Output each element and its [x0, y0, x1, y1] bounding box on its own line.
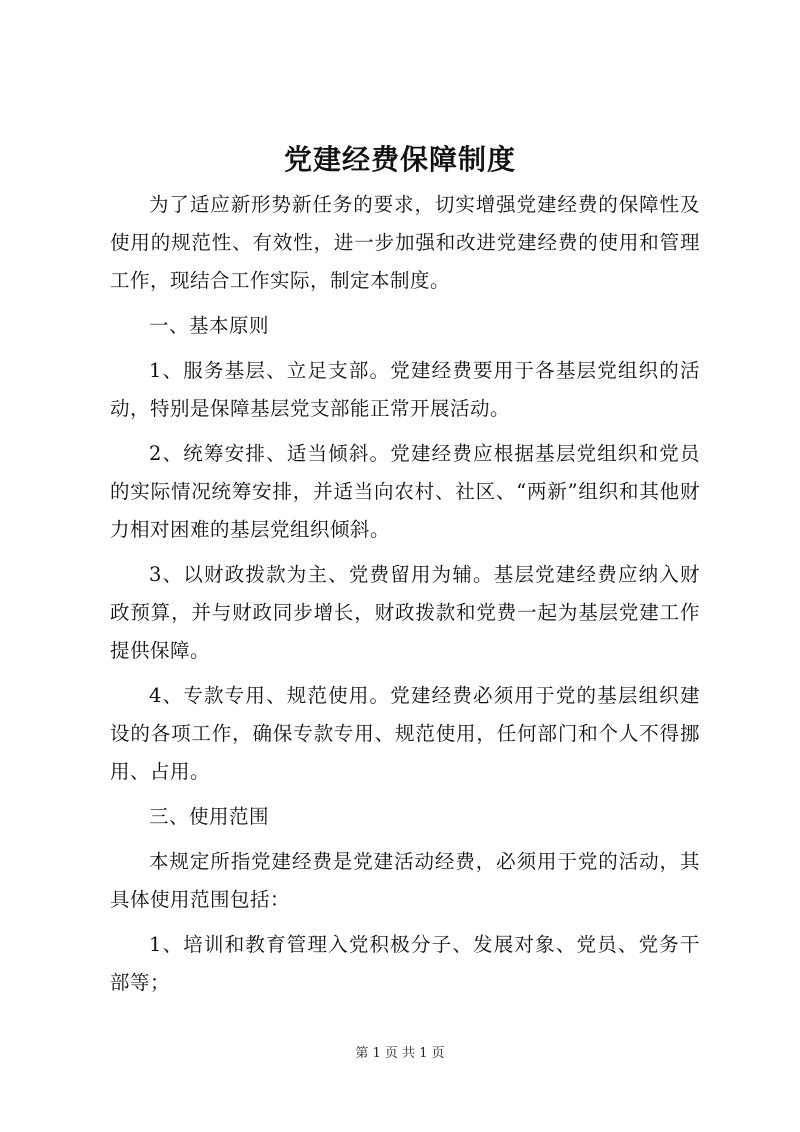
section-heading-usage-scope: 三、使用范围 [149, 805, 270, 828]
paragraph-intro: 为了适应新形势新任务的要求，切实增强党建经费的保障性及使用的规范性、有效性，进一步加强和改进党建经费的使用和管理工作，现结合工作实际，制定本制度。 [110, 193, 700, 292]
paragraph-principle-2: 2、统筹安排、适当倾斜。党建经费应根据基层党组织和党员的实际情况统筹安排，并适当向农村、社区、“两新”组织和其他财力相对困难的基层党组织倾斜。 [110, 442, 700, 541]
paragraph-scope-intro: 本规定所指党建经费是党建活动经费，必须用于党的活动，其具体使用范围包括： [110, 850, 700, 911]
paragraph-scope-item-1: 1、培训和教育管理入党积极分子、发展对象、党员、党务干部等； [110, 933, 700, 994]
page-footer: 第 1 页 共 1 页 [355, 1046, 445, 1061]
document-body [110, 186, 700, 1009]
paragraph-principle-3: 3、以财政拨款为主、党费留用为辅。基层党建经费应纳入财政预算，并与财政同步增长，财政拨款和党费一起为基层党建工作提供保障。 [110, 563, 700, 662]
section-heading-basic-principles: 一、基本原则 [149, 314, 270, 337]
document-title: 党建经费保障制度 [283, 143, 516, 176]
paragraph-principle-1: 1、服务基层、立足支部。党建经费要用于各基层党组织的活动，特别是保障基层党支部能正常开展活动。 [110, 359, 700, 420]
paragraph-principle-4: 4、专款专用、规范使用。党建经费必须用于党的基层组织建设的各项工作，确保专款专用、规范使用，任何部门和个人不得挪用、占用。 [110, 684, 700, 783]
